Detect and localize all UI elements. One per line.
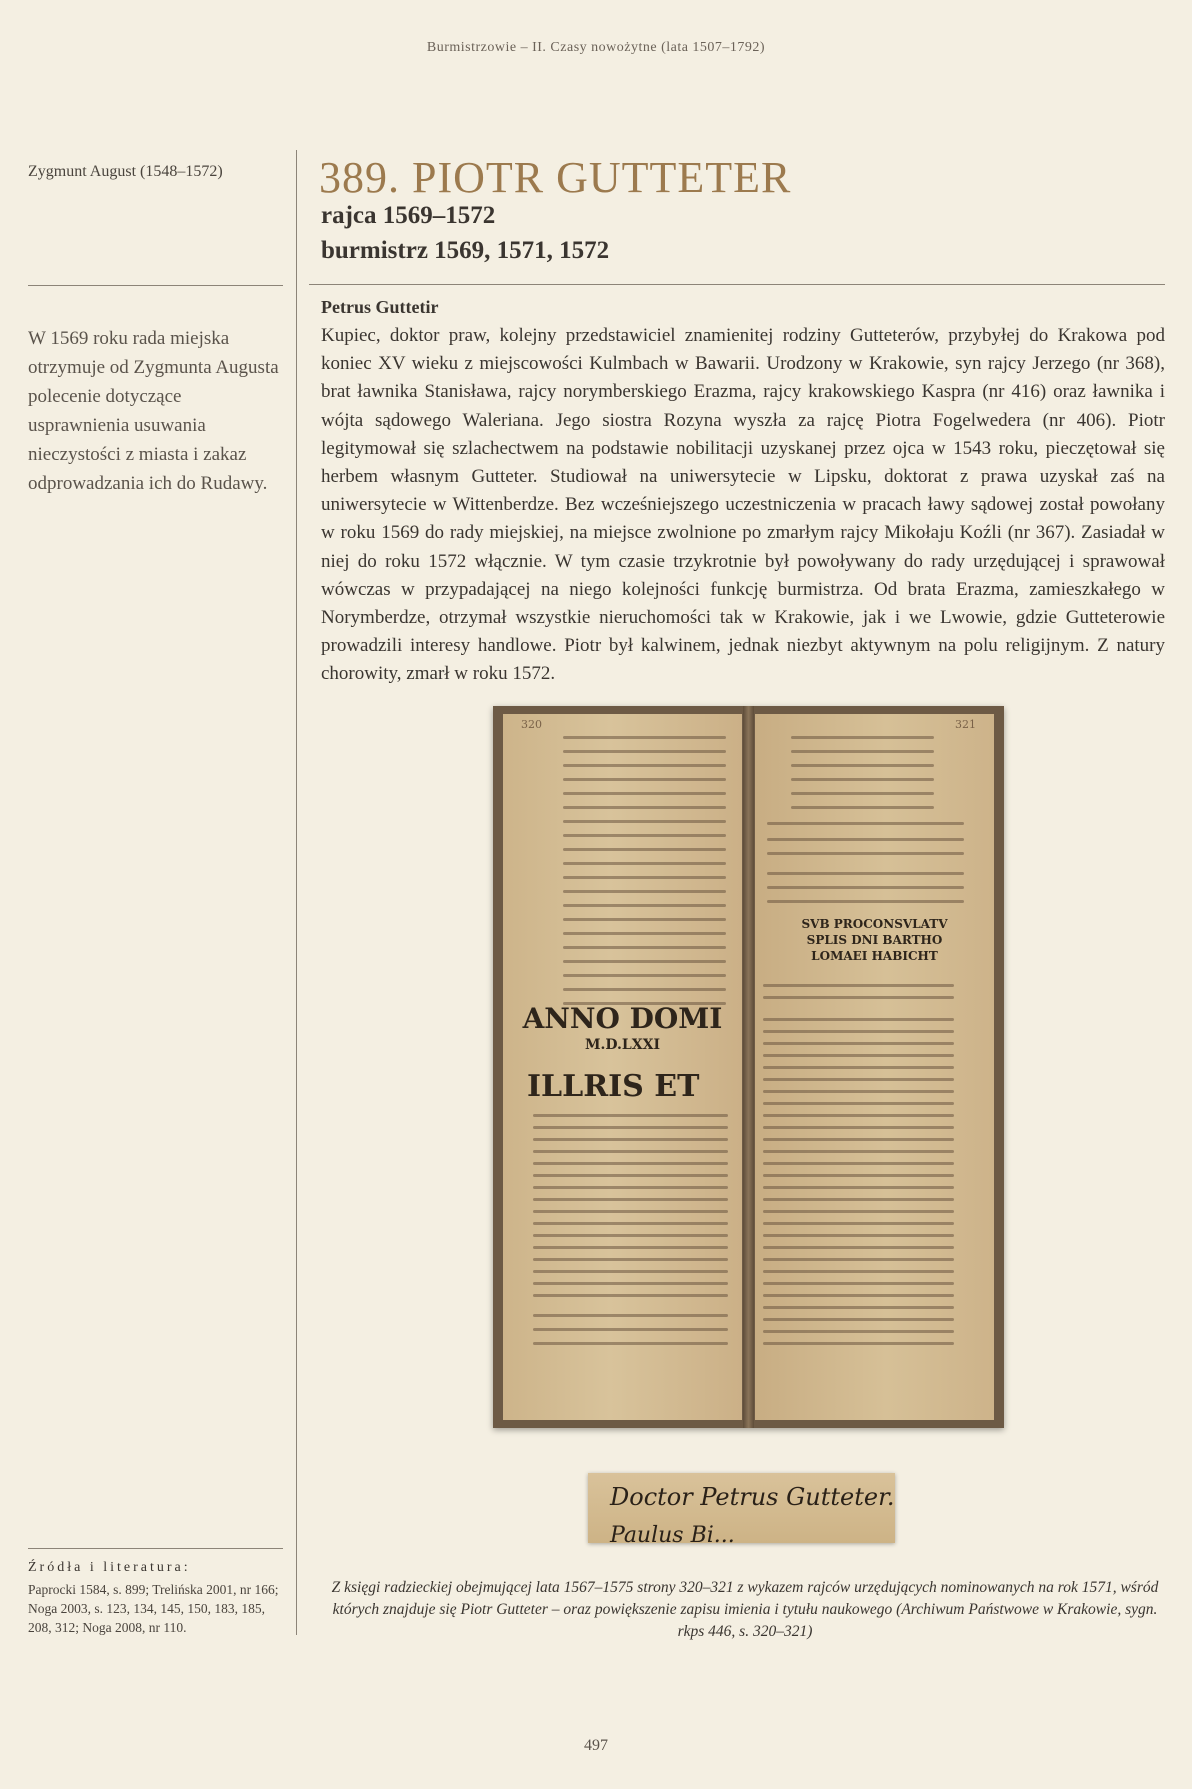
- manuscript-gutter: [743, 706, 754, 1428]
- sidebar-period: Zygmunt August (1548–1572): [28, 163, 223, 180]
- ms-heading-proconsulatu: SVB PROCONSVLATV: [801, 917, 948, 931]
- sources-label: Źródła i literatura:: [28, 1560, 191, 1575]
- ms-heading-illris: ILLRIS ET: [527, 1069, 700, 1104]
- entry-divider: [309, 284, 1165, 285]
- entry-role-councillor: rajca 1569–1572: [321, 202, 496, 229]
- entry-title: 389. PIOTR GUTTETER: [319, 153, 792, 202]
- sidebar-divider: [28, 285, 283, 286]
- page-number: 497: [584, 1737, 608, 1754]
- folio-left: 320: [521, 718, 542, 731]
- running-head: Burmistrzowie – II. Czasy nowożytne (lata 1507–1792): [426, 40, 766, 55]
- handwriting-block-right: [763, 984, 954, 1364]
- folio-right: 321: [955, 718, 976, 731]
- figure-caption: Z księgi radzieckiej obejmującej lata 1567–1575 strony 320–321 z wykazem rajców urzędujących nominowanych na rok 1571, wśród których znajduje się Piotr Gutteter – oraz powiększenie zapisu imienia i tytułu naukowego (Archiwum Państwowe w Krakowie, sygn. rkps 446, s. 320–321): [331, 1579, 1159, 1640]
- handwriting-names-list: [791, 736, 934, 816]
- handwriting-block-bottom: [533, 1114, 728, 1364]
- latin-name: Petrus Guttetir: [321, 297, 439, 317]
- ms-heading-splis: SPLIS DNI BARTHO: [806, 933, 943, 947]
- manuscript-left-page: [503, 714, 742, 1420]
- ms-heading-year: M.D.LXXI: [584, 1037, 660, 1053]
- ms-heading-habicht: LOMAEI HABICHT: [811, 949, 938, 963]
- manuscript-right-page: [755, 714, 994, 1420]
- entry-role-mayor: burmistrz 1569, 1571, 1572: [321, 237, 610, 264]
- handwriting-block-top: [563, 736, 726, 1036]
- crop-signature-line: Doctor Petrus Gutteter.: [610, 1483, 895, 1511]
- crop-partial-line: Paulus Bi...: [610, 1523, 735, 1543]
- sources-divider: [28, 1548, 283, 1549]
- manuscript-photo: [493, 706, 1004, 1428]
- manuscript-detail-crop: [588, 1473, 895, 1543]
- column-divider: [296, 150, 297, 1635]
- ms-heading-anno: ANNO DOMI: [522, 1002, 723, 1035]
- sidebar-note: W 1569 roku rada miejska otrzymuje od Zygmunta Augusta polecenie dotyczące usprawnienia usuwania nieczystości z miasta i zakaz odprowadzania ich do Rudawy.: [28, 328, 279, 494]
- handwriting-block-middle: [767, 822, 964, 902]
- biography: Kupiec, doktor praw, kolejny przedstawiciel znamienitej rodziny Gutteterów, przybyłej do Krakowa pod koniec XV wieku z miejscowości Kulmbach w Bawarii. Urodzony w Krakowie, syn rajcy Jerzego (nr 368), brat ławnika Stanisława, rajcy norymberskiego Erazma, rajcy krakowskiego Kaspra (nr 416) oraz ławnika i wójta sądowego Waleriana. Jego siostra Rozyna wyszła za rajcę Piotra Fogelwedera (nr 406). Piotr legitymował się szlachectwem na podstawie nobilitacji uzyskanej przez ojca w 1543 roku, pieczętował się herbem własnym Gutteter. Studiował na uniwersytecie w Lipsku, doktorat z prawa uzyskał zaś na uniwersytecie w Wittenberdze. Bez wcześniejszego uczestniczenia w pracach ławy sądowej został powołany w roku 1569 do rady miejskiej, na miejsce zwolnione po zmarłym rajcy Mikołaju Koźli (nr 367). Zasiadał w niej do roku 1572 włącznie. W tym czasie trzykrotnie był powoływany do rady urzędującej i sprawował wówczas w przypadającej na niego kolejności funkcję burmistrza. Od brata Erazma, zamieszkałego w Norymberdze, otrzymał wszystkie nieruchomości tak w Krakowie, jak i we Lwowie, gdzie Gutteterowie prowadzili interesy handlowe. Piotr był kalwinem, jednak niezbyt aktywnym na polu religijnym. Z natury chorowity, zmarł w roku 1572.: [321, 325, 1165, 685]
- sources-list: Paprocki 1584, s. 899; Trelińska 2001, nr 166; Noga 2003, s. 123, 134, 145, 150, 183, 185, 208, 312; Noga 2008, nr 110.: [28, 1582, 279, 1635]
